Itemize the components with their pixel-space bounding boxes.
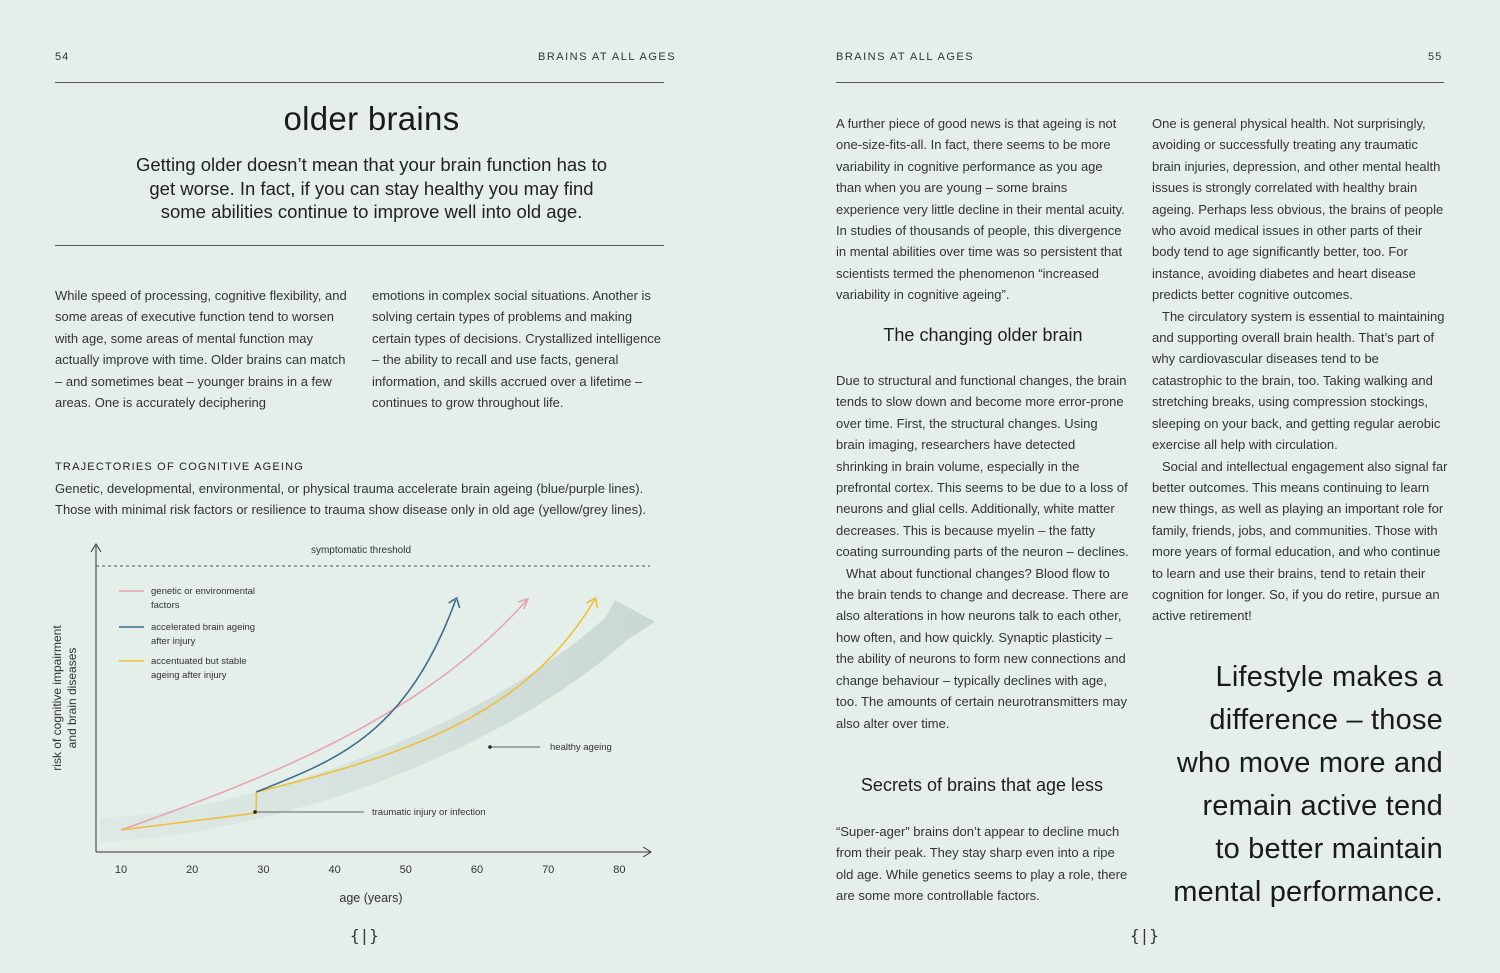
healthy-ageing-label: healthy ageing	[550, 742, 612, 753]
body-paragraph: While speed of processing, cognitive flexibility, and some areas of executive function tend to worsen with age, some areas of mental function may actually improve with time. Older brains can match – and sometimes beat – younger brains in a few areas. One is accurately deciphering	[55, 288, 347, 411]
body-paragraph: One is general physical health. Not surprisingly, avoiding or successfully treating any traumatic brain injuries, depression, and other mental health issues is strongly correlated with healthy brain ageing. Perhaps less obvious, the brains of people who avoid medical issues in other parts of their body tend to age significantly better, too. For instance, avoiding diabetes and heart disease predicts better cognitive outcomes.	[1152, 116, 1444, 303]
pull-quote	[1150, 656, 1443, 914]
body-column-a-2	[836, 370, 1130, 734]
body-paragraph: Due to structural and functional changes, the brain tends to slow down and become more error-prone over time. First, the structural changes. Using brain imaging, researchers have detected shrinking in brain volume, especially in the prefrontal cortex. This seems to be due to a loss of neurons and glial cells. Additionally, white matter decreases. This is because myelin – the fatty coating surrounding parts of the neuron – declines.	[836, 373, 1129, 560]
body-paragraph: A further piece of good news is that ageing is not one-size-fits-all. In fact, there seems to be more variability in cognitive performance as you age than when you are young – some brains experience very little decline in their mental acuity. In studies of thousands of people, this divergence in mental abilities over time was so persistent that scientists termed the phenomenon “increased variability in cognitive ageing”.	[836, 116, 1125, 303]
legend-label: accelerated brain ageing	[151, 622, 256, 633]
pull-quote-line: remain active tend	[1202, 790, 1443, 822]
header-rule-left	[55, 82, 664, 83]
x-tick-label: 60	[470, 864, 484, 876]
x-axis-label: age (years)	[339, 891, 403, 905]
pull-quote-line: Lifestyle makes a	[1215, 661, 1443, 693]
series-line-accentuated	[121, 600, 594, 830]
subhead-changing-brain: The changing older brain	[883, 325, 1083, 345]
legend-label: accentuated but stable	[151, 656, 247, 667]
legend-label: after injury	[151, 636, 196, 647]
x-tick-label: 80	[613, 864, 626, 876]
legend-label: ageing after injury	[151, 670, 227, 681]
pull-quote-line: difference – those	[1209, 704, 1443, 736]
subhead-secrets: Secrets of brains that age less	[860, 775, 1104, 795]
running-head-right: BRAINS AT ALL AGES	[836, 51, 975, 63]
x-tick-label: 30	[257, 864, 270, 876]
body-column-1	[55, 285, 351, 413]
body-column-a	[836, 113, 1130, 306]
x-tick-label: 10	[114, 864, 128, 876]
pull-quote-line: to better maintain	[1215, 833, 1443, 865]
chart-legend	[119, 586, 255, 681]
body-paragraph: What about functional changes? Blood flow to the brain tends to change and decrease. There are also alterations in how neurons talk to each other, how often, and how quickly. Synaptic plasticity – the ability of neurons to form new connections and change behaviour – typically declines with age, too. The amounts of certain neurotransmitters may also alter over time.	[836, 565, 1129, 731]
page-title: older brains	[283, 100, 460, 137]
pull-quote-line: who move more and	[1176, 747, 1443, 779]
page-number-left: 54	[55, 51, 70, 63]
figure-caption: Genetic, developmental, environmental, or physical trauma accelerate brain ageing (blue/purple lines). Those with minimal risk factors or resilience to trauma show disease only in old age (yellow/grey lines).	[55, 481, 647, 518]
x-tick-label: 50	[399, 864, 412, 876]
legend-label: factors	[151, 600, 180, 611]
y-axis-label	[50, 625, 79, 771]
x-tick-label: 70	[542, 864, 555, 876]
y-axis-label-line2: and brain diseases	[65, 647, 79, 749]
legend-label: genetic or environmental	[151, 586, 256, 597]
intro-text: Getting older doesn’t mean that your brain function has to get worse. In fact, if you can stay healthy you may find some abilities continue to improve well into old age.	[135, 154, 607, 222]
ageing-chart	[0, 530, 700, 920]
body-paragraph: The circulatory system is essential to maintaining and supporting overall brain health. That’s part of why cardiovascular diseases tend to be catastrophic to the brain, too. Taking walking and stretching breaks, using compression stockings, sleeping on your back, and getting regular aerobic exercise all help with circulation.	[1152, 308, 1445, 453]
header-rule-right	[836, 82, 1444, 83]
body-column-b	[1152, 113, 1448, 627]
threshold-label: symptomatic threshold	[310, 545, 412, 556]
running-head-left: BRAINS AT ALL AGES	[538, 51, 677, 63]
y-axis-label-line1: risk of cognitive impairment	[50, 625, 64, 771]
body-column-a-3	[836, 821, 1130, 907]
page-number-right: 55	[1428, 51, 1443, 63]
footer-brain-icon-left: {|}	[350, 926, 379, 945]
body-paragraph: “Super-ager” brains don’t appear to decline much from their peak. They stay sharp even into a ripe old age. While genetics seems to play a role, there are some more controllable factors.	[836, 824, 1128, 904]
body-paragraph: emotions in complex social situations. Another is solving certain types of problems and making certain types of decisions. Crystallized intelligence – the ability to recall and use facts, general information, and skills accrued over a lifetime – continues to grow throughout life.	[372, 288, 662, 411]
body-column-2	[372, 285, 664, 413]
footer-brain-icon-right: {|}	[1130, 926, 1159, 945]
body-paragraph: Social and intellectual engagement also signal far better outcomes. This means continuing to learn new things, as well as playing an important role for family, friends, jobs, and communities. Those with more years of formal education, and who continue to learn and use their brains, tend to retain their cognition for longer. So, if you do retire, pursue an active retirement!	[1152, 458, 1448, 624]
x-tick-label: 20	[186, 864, 199, 876]
x-tick-label: 40	[328, 864, 341, 876]
pull-quote-line: mental performance.	[1173, 876, 1443, 908]
injury-label: traumatic injury or infection	[372, 807, 486, 818]
figure-heading: TRAJECTORIES OF COGNITIVE AGEING	[55, 461, 305, 473]
intro-rule	[55, 245, 664, 246]
